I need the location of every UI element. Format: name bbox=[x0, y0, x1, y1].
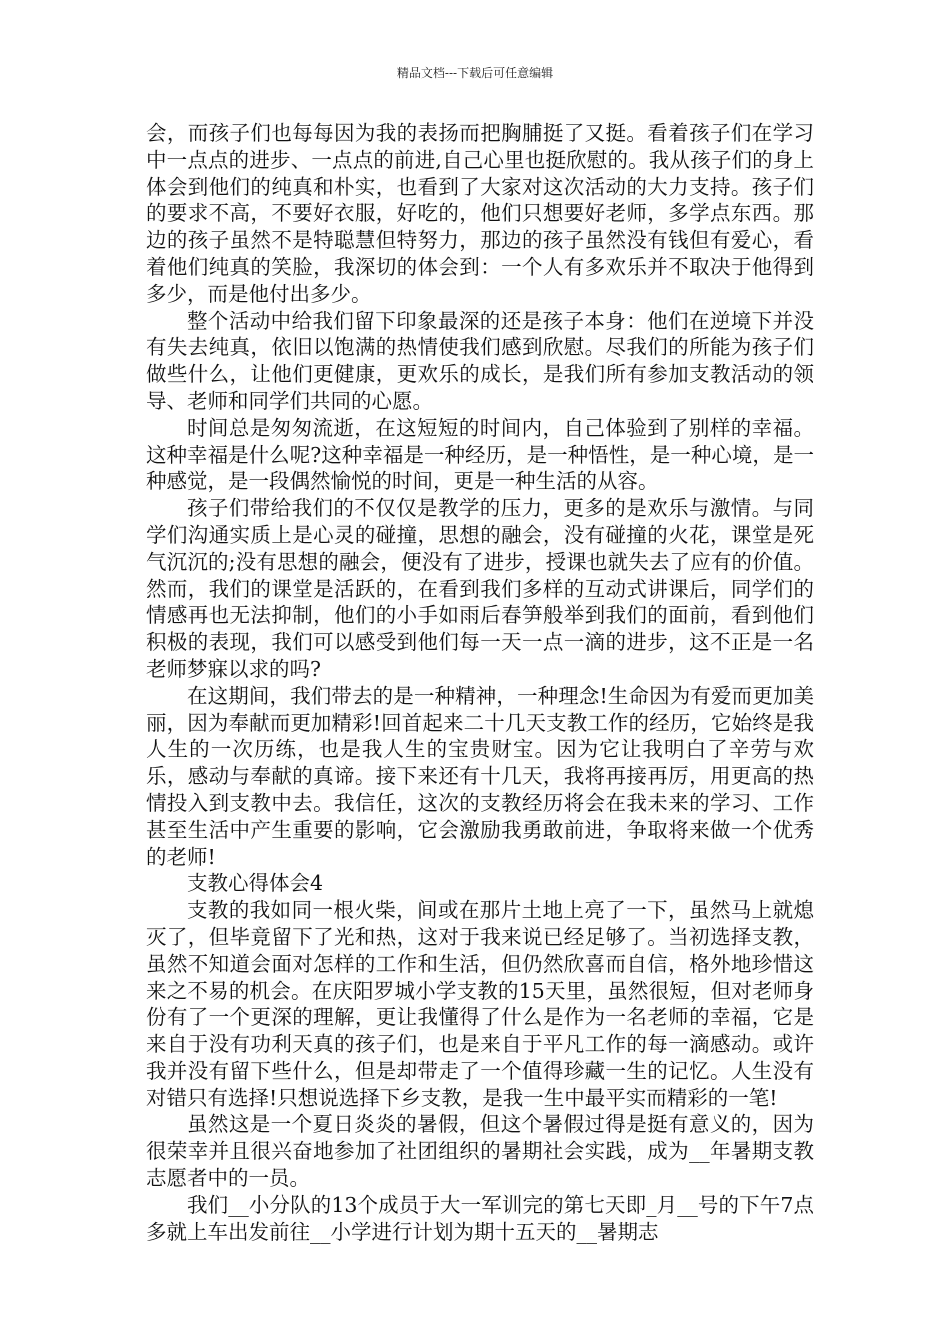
paragraph-7: 虽然这是一个夏日炎炎的暑假，但这个暑假过得是挺有意义的，因为很荣幸并且很兴奋地参加了社团组织的暑期社会实践，成为__年暑期支教志愿者中的一员。 bbox=[146, 1112, 814, 1191]
paragraph-4: 孩子们带给我们的不仅仅是教学的压力，更多的是欢乐与激情。与同学们沟通实质上是心灵的碰撞，思想的融会，没有碰撞的火花，课堂是死气沉沉的;没有思想的融会，便没有了进步，授课也就失去了应有的价值。然而，我们的课堂是活跃的，在看到我们多样的互动式讲课后，同学们的情感再也无法抑制，他们的小手如雨后春笋般举到我们的面前，看到他们积极的表现，我们可以感受到他们每一天一点一滴的进步，这不正是一名老师梦寐以求的吗? bbox=[146, 496, 814, 681]
document-body bbox=[146, 120, 814, 1245]
paragraph-5: 在这期间，我们带去的是一种精神，一种理念!生命因为有爱而更加美丽，因为奉献而更加精彩!回首起来二十几天支教工作的经历，它始终是我人生的一次历练，也是我人生的宝贵财宝。因为它让我明白了辛劳与欢乐，感动与奉献的真谛。接下来还有十几天，我将再接再厉，用更高的热情投入到支教中去。我信任，这次的支教经历将会在我未来的学习、工作甚至生活中产生重要的影响，它会激励我勇敢前进，争取将来做一个优秀的老师! bbox=[146, 683, 814, 869]
section-heading: 支教心得体会4 bbox=[187, 871, 324, 896]
paragraph-2: 整个活动中给我们留下印象最深的还是孩子本身：他们在逆境下并没有失去纯真，依旧以饱满的热情使我们感到欣慰。尽我们的所能为孩子们做些什么，让他们更健康，更欢乐的成长，是我们所有参加支教活动的领导、老师和同学们共同的心愿。 bbox=[146, 308, 814, 413]
paragraph-3: 时间总是匆匆流逝，在这短短的时间内，自己体验到了别样的幸福。这种幸福是什么呢?这种幸福是一种经历，是一种悟性，是一种心境，是一种感觉，是一段偶然愉悦的时间，更是一种生活的从容。 bbox=[146, 415, 814, 494]
paragraph-8: 我们__小分队的13个成员于大一军训完的第七天即_月__号的下午7点多就上车出发前往__小学进行计划为期十五天的__暑期志 bbox=[146, 1192, 814, 1244]
page-header: 精品文档---下载后可任意编辑 bbox=[396, 66, 554, 80]
paragraph-1: 会，而孩子们也每每因为我的表扬而把胸脯挺了又挺。看着孩子们在学习中一点点的进步、一点点的前进,自己心里也挺欣慰的。我从孩子们的身上体会到他们的纯真和朴实，也看到了大家对这次活动的大力支持。孩子们的要求不高，不要好衣服，好吃的，他们只想要好老师，多学点东西。那边的孩子虽然不是特聪慧但特努力，那边的孩子虽然没有钱但有爱心，看着他们纯真的笑脸，我深切的体会到：一个人有多欢乐并不取决于他得到多少，而是他付出多少。 bbox=[146, 121, 814, 306]
paragraph-6: 支教的我如同一根火柴，间或在那片土地上亮了一下，虽然马上就熄灭了，但毕竟留下了光和热，这对于我来说已经足够了。当初选择支教，虽然不知道会面对怎样的工作和生活，但仍然欣喜而自信，格外地珍惜这来之不易的机会。在庆阳罗城小学支教的15天里，虽然很短，但对老师身份有了一个更深的理解，更让我懂得了什么是作为一名老师的幸福，它是来自于没有功利天真的孩子们，也是来自于平凡工作的每一滴感动。或许我并没有留下些什么，但是却带走了一个值得珍藏一生的记忆。人生没有对错只有选择!只想说选择下乡支教，是我一生中最平实而精彩的一笔! bbox=[146, 898, 814, 1110]
